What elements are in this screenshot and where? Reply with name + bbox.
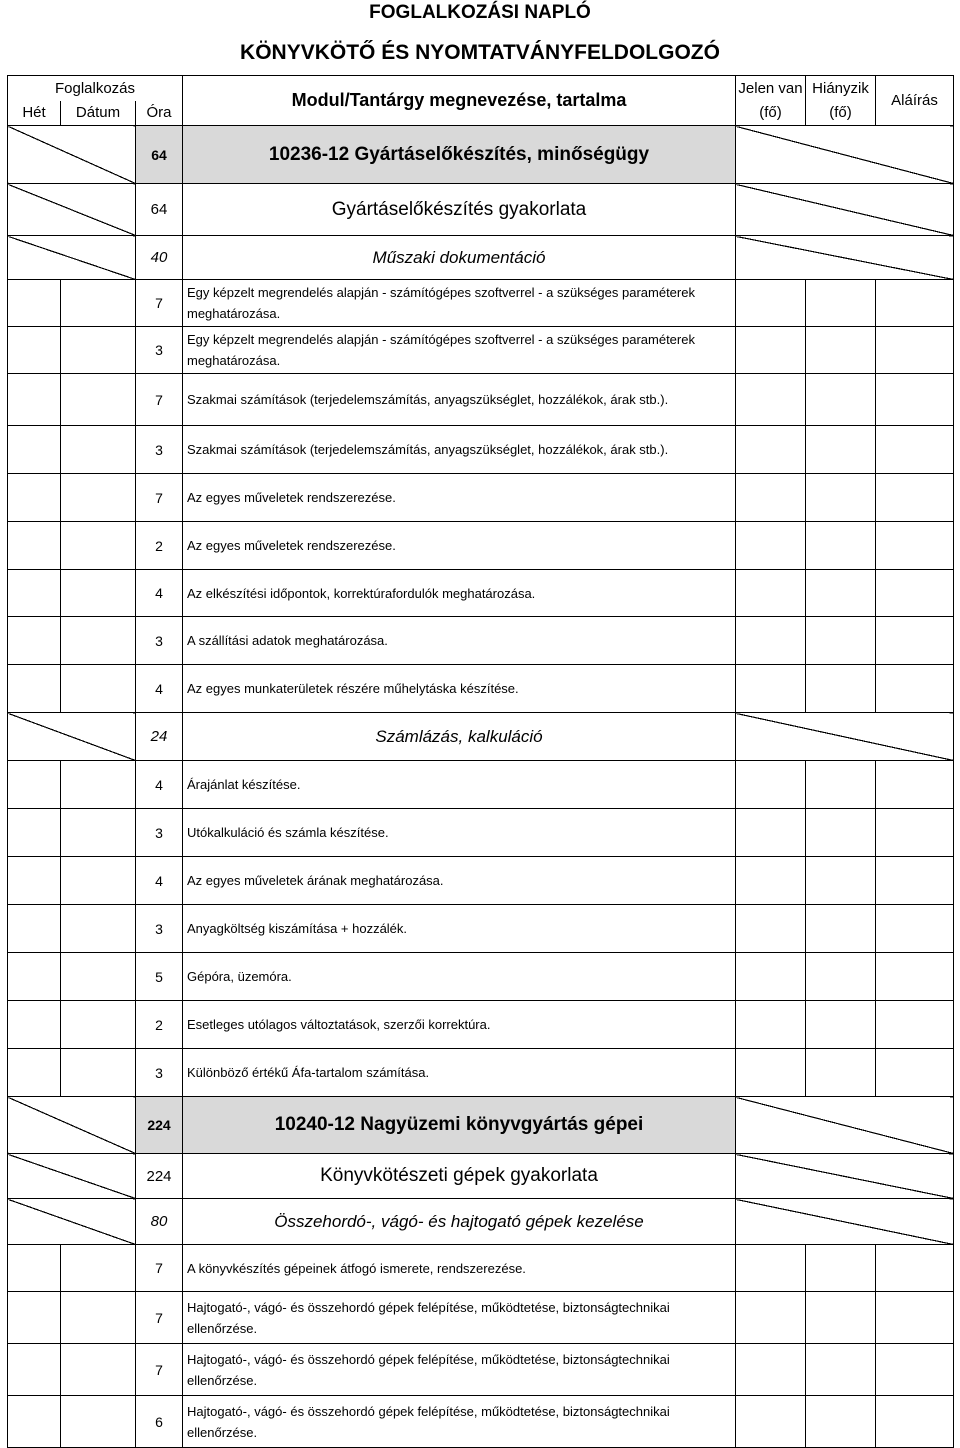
topic-hours-cell: 80	[136, 1199, 183, 1245]
hours-cell: 4	[136, 857, 183, 905]
date-cell	[61, 570, 136, 617]
date-cell	[61, 665, 136, 713]
present-absent-signature-slashed-cell	[736, 236, 954, 280]
hours-cell: 4	[136, 665, 183, 713]
item-row	[8, 280, 954, 327]
present-cell	[736, 905, 806, 953]
date-cell	[61, 1049, 136, 1097]
header-alairas: Aláírás	[876, 76, 954, 126]
present-cell	[736, 665, 806, 713]
absent-cell	[806, 327, 876, 374]
date-cell	[61, 905, 136, 953]
content-cell: A könyvkészítés gépeinek átfogó ismerete, rendszerezése.	[183, 1245, 736, 1292]
date-cell	[61, 761, 136, 809]
absent-cell	[806, 1344, 876, 1396]
absent-cell	[806, 809, 876, 857]
present-cell	[736, 327, 806, 374]
week-cell	[8, 1245, 61, 1292]
week-cell	[8, 1049, 61, 1097]
hours-cell: 3	[136, 905, 183, 953]
absent-cell	[806, 570, 876, 617]
date-cell	[61, 1292, 136, 1344]
week-date-slashed-cell	[8, 1154, 136, 1199]
absent-cell	[806, 665, 876, 713]
week-cell	[8, 857, 61, 905]
item-row	[8, 953, 954, 1001]
content-cell: Az egyes műveletek rendszerezése.	[183, 522, 736, 570]
present-cell	[736, 953, 806, 1001]
content-cell: Egy képzelt megrendelés alapján - számítógépes szoftverrel - a szükséges paraméterek meghatározása.	[183, 327, 736, 374]
week-date-slashed-cell	[8, 126, 136, 184]
header-row-top	[8, 76, 954, 101]
document-title: FOGLALKOZÁSI NAPLÓ	[369, 2, 591, 23]
item-row	[8, 905, 954, 953]
week-cell	[8, 761, 61, 809]
signature-cell	[876, 857, 954, 905]
content-cell: Hajtogató-, vágó- és összehordó gépek felépítése, működtetése, biztonságtechnikai ellenőrzése.	[183, 1344, 736, 1396]
item-row	[8, 1049, 954, 1097]
week-date-slashed-cell	[8, 1199, 136, 1245]
header-hianyzik: Hiányzik	[806, 76, 876, 101]
present-cell	[736, 1292, 806, 1344]
absent-cell	[806, 1292, 876, 1344]
content-cell: Különböző értékű Áfa-tartalom számítása.	[183, 1049, 736, 1097]
hours-cell: 2	[136, 1001, 183, 1049]
date-cell	[61, 522, 136, 570]
absent-cell	[806, 617, 876, 665]
hours-cell: 4	[136, 761, 183, 809]
present-cell	[736, 857, 806, 905]
subject-row	[8, 184, 954, 236]
date-cell	[61, 953, 136, 1001]
present-absent-signature-slashed-cell	[736, 1097, 954, 1154]
hours-cell: 7	[136, 280, 183, 327]
week-date-slashed-cell	[8, 713, 136, 761]
signature-cell	[876, 426, 954, 474]
subject-title-cell: Gyártáselőkészítés gyakorlata	[183, 184, 736, 236]
date-cell	[61, 327, 136, 374]
signature-cell	[876, 617, 954, 665]
present-cell	[736, 1001, 806, 1049]
module-hours-cell: 224	[136, 1097, 183, 1154]
week-cell	[8, 570, 61, 617]
present-cell	[736, 809, 806, 857]
item-row	[8, 665, 954, 713]
item-row	[8, 809, 954, 857]
signature-cell	[876, 570, 954, 617]
week-cell	[8, 374, 61, 426]
date-cell	[61, 280, 136, 327]
signature-cell	[876, 953, 954, 1001]
item-row	[8, 1245, 954, 1292]
content-cell: Egy képzelt megrendelés alapján - számítógépes szoftverrel - a szükséges paraméterek meghatározása.	[183, 280, 736, 327]
signature-cell	[876, 665, 954, 713]
content-cell: Hajtogató-, vágó- és összehordó gépek felépítése, működtetése, biztonságtechnikai ellenőrzése.	[183, 1396, 736, 1448]
present-cell	[736, 1344, 806, 1396]
week-cell	[8, 474, 61, 522]
date-cell	[61, 474, 136, 522]
content-cell: Szakmai számítások (terjedelemszámítás, anyagszükséglet, hozzálékok, árak stb.).	[183, 374, 736, 426]
hours-cell: 3	[136, 327, 183, 374]
document-subtitle: KÖNYVKÖTŐ ÉS NYOMTATVÁNYFELDOLGOZÓ	[240, 41, 720, 64]
item-row	[8, 617, 954, 665]
week-cell	[8, 1001, 61, 1049]
absent-cell	[806, 522, 876, 570]
content-cell: Gépóra, üzemóra.	[183, 953, 736, 1001]
absent-cell	[806, 426, 876, 474]
signature-cell	[876, 474, 954, 522]
header-foglalkozas: Foglalkozás	[8, 76, 183, 101]
signature-cell	[876, 374, 954, 426]
present-absent-signature-slashed-cell	[736, 184, 954, 236]
topic-row	[8, 1199, 954, 1245]
present-cell	[736, 474, 806, 522]
topic-hours-cell: 24	[136, 713, 183, 761]
present-cell	[736, 570, 806, 617]
week-cell	[8, 522, 61, 570]
content-cell: Az egyes munkaterületek részére műhelytáska készítése.	[183, 665, 736, 713]
signature-cell	[876, 1049, 954, 1097]
item-row	[8, 474, 954, 522]
week-date-slashed-cell	[8, 236, 136, 280]
week-date-slashed-cell	[8, 1097, 136, 1154]
signature-cell	[876, 327, 954, 374]
topic-row	[8, 713, 954, 761]
hours-cell: 3	[136, 426, 183, 474]
date-cell	[61, 857, 136, 905]
hours-cell: 2	[136, 522, 183, 570]
content-cell: Az elkészítési időpontok, korrektúrafordulók meghatározása.	[183, 570, 736, 617]
present-cell	[736, 761, 806, 809]
journal-table	[7, 75, 954, 1448]
topic-title-cell: Összehordó-, vágó- és hajtogató gépek kezelése	[183, 1199, 736, 1245]
date-cell	[61, 809, 136, 857]
absent-cell	[806, 1049, 876, 1097]
content-cell: Az egyes műveletek rendszerezése.	[183, 474, 736, 522]
present-cell	[736, 280, 806, 327]
present-cell	[736, 374, 806, 426]
content-cell: Árajánlat készítése.	[183, 761, 736, 809]
signature-cell	[876, 1245, 954, 1292]
hours-cell: 7	[136, 474, 183, 522]
absent-cell	[806, 953, 876, 1001]
item-row	[8, 570, 954, 617]
week-cell	[8, 953, 61, 1001]
week-date-slashed-cell	[8, 184, 136, 236]
present-cell	[736, 617, 806, 665]
subject-title-cell: Könyvkötészeti gépek gyakorlata	[183, 1154, 736, 1199]
week-cell	[8, 327, 61, 374]
header-modul: Modul/Tantárgy megnevezése, tartalma	[183, 76, 736, 126]
absent-cell	[806, 1001, 876, 1049]
item-row	[8, 1344, 954, 1396]
week-cell	[8, 617, 61, 665]
subject-row	[8, 1154, 954, 1199]
item-row	[8, 1001, 954, 1049]
hours-cell: 7	[136, 374, 183, 426]
item-row	[8, 522, 954, 570]
item-row	[8, 374, 954, 426]
header-ora: Óra	[136, 101, 183, 126]
week-cell	[8, 280, 61, 327]
item-row	[8, 1292, 954, 1344]
hours-cell: 3	[136, 617, 183, 665]
date-cell	[61, 617, 136, 665]
date-cell	[61, 426, 136, 474]
subject-hours-cell: 64	[136, 184, 183, 236]
present-absent-signature-slashed-cell	[736, 1199, 954, 1245]
content-cell: Szakmai számítások (terjedelemszámítás, anyagszükséglet, hozzálékok, árak stb.).	[183, 426, 736, 474]
signature-cell	[876, 1344, 954, 1396]
topic-title-cell: Számlázás, kalkuláció	[183, 713, 736, 761]
date-cell	[61, 1245, 136, 1292]
present-cell	[736, 1245, 806, 1292]
module-title-cell: 10236-12 Gyártáselőkészítés, minőségügy	[183, 126, 736, 184]
content-cell: Az egyes műveletek árának meghatározása.	[183, 857, 736, 905]
item-row	[8, 327, 954, 374]
module-row	[8, 126, 954, 184]
module-row	[8, 1097, 954, 1154]
date-cell	[61, 1001, 136, 1049]
signature-cell	[876, 522, 954, 570]
hours-cell: 6	[136, 1396, 183, 1448]
item-row	[8, 761, 954, 809]
week-cell	[8, 665, 61, 713]
present-absent-signature-slashed-cell	[736, 126, 954, 184]
present-cell	[736, 522, 806, 570]
item-row	[8, 426, 954, 474]
absent-cell	[806, 280, 876, 327]
header-jelen-van: Jelen van	[736, 76, 806, 101]
signature-cell	[876, 280, 954, 327]
topic-title-cell: Műszaki dokumentáció	[183, 236, 736, 280]
signature-cell	[876, 761, 954, 809]
topic-row	[8, 236, 954, 280]
week-cell	[8, 1292, 61, 1344]
week-cell	[8, 1344, 61, 1396]
module-hours-cell: 64	[136, 126, 183, 184]
subject-hours-cell: 224	[136, 1154, 183, 1199]
date-cell	[61, 1344, 136, 1396]
signature-cell	[876, 809, 954, 857]
absent-cell	[806, 857, 876, 905]
absent-cell	[806, 905, 876, 953]
present-cell	[736, 1049, 806, 1097]
absent-cell	[806, 1245, 876, 1292]
hours-cell: 7	[136, 1245, 183, 1292]
present-absent-signature-slashed-cell	[736, 1154, 954, 1199]
header-datum: Dátum	[61, 101, 136, 126]
hours-cell: 3	[136, 809, 183, 857]
header-het: Hét	[8, 101, 61, 126]
signature-cell	[876, 1292, 954, 1344]
week-cell	[8, 809, 61, 857]
content-cell: Utókalkuláció és számla készítése.	[183, 809, 736, 857]
header-hianyzik-fo: (fő)	[806, 101, 876, 126]
item-row	[8, 857, 954, 905]
week-cell	[8, 426, 61, 474]
hours-cell: 4	[136, 570, 183, 617]
hours-cell: 5	[136, 953, 183, 1001]
signature-cell	[876, 1001, 954, 1049]
hours-cell: 7	[136, 1292, 183, 1344]
absent-cell	[806, 374, 876, 426]
hours-cell: 3	[136, 1049, 183, 1097]
content-cell: Esetleges utólagos változtatások, szerzői korrektúra.	[183, 1001, 736, 1049]
header-jelen-fo: (fő)	[736, 101, 806, 126]
hours-cell: 7	[136, 1344, 183, 1396]
signature-cell	[876, 905, 954, 953]
present-absent-signature-slashed-cell	[736, 713, 954, 761]
absent-cell	[806, 761, 876, 809]
week-cell	[8, 905, 61, 953]
present-cell	[736, 426, 806, 474]
module-title-cell: 10240-12 Nagyüzemi könyvgyártás gépei	[183, 1097, 736, 1154]
content-cell: Anyagköltség kiszámítása + hozzálék.	[183, 905, 736, 953]
content-cell: Hajtogató-, vágó- és összehordó gépek felépítése, működtetése, biztonságtechnikai ellenőrzése.	[183, 1292, 736, 1344]
absent-cell	[806, 474, 876, 522]
topic-hours-cell: 40	[136, 236, 183, 280]
date-cell	[61, 374, 136, 426]
content-cell: A szállítási adatok meghatározása.	[183, 617, 736, 665]
